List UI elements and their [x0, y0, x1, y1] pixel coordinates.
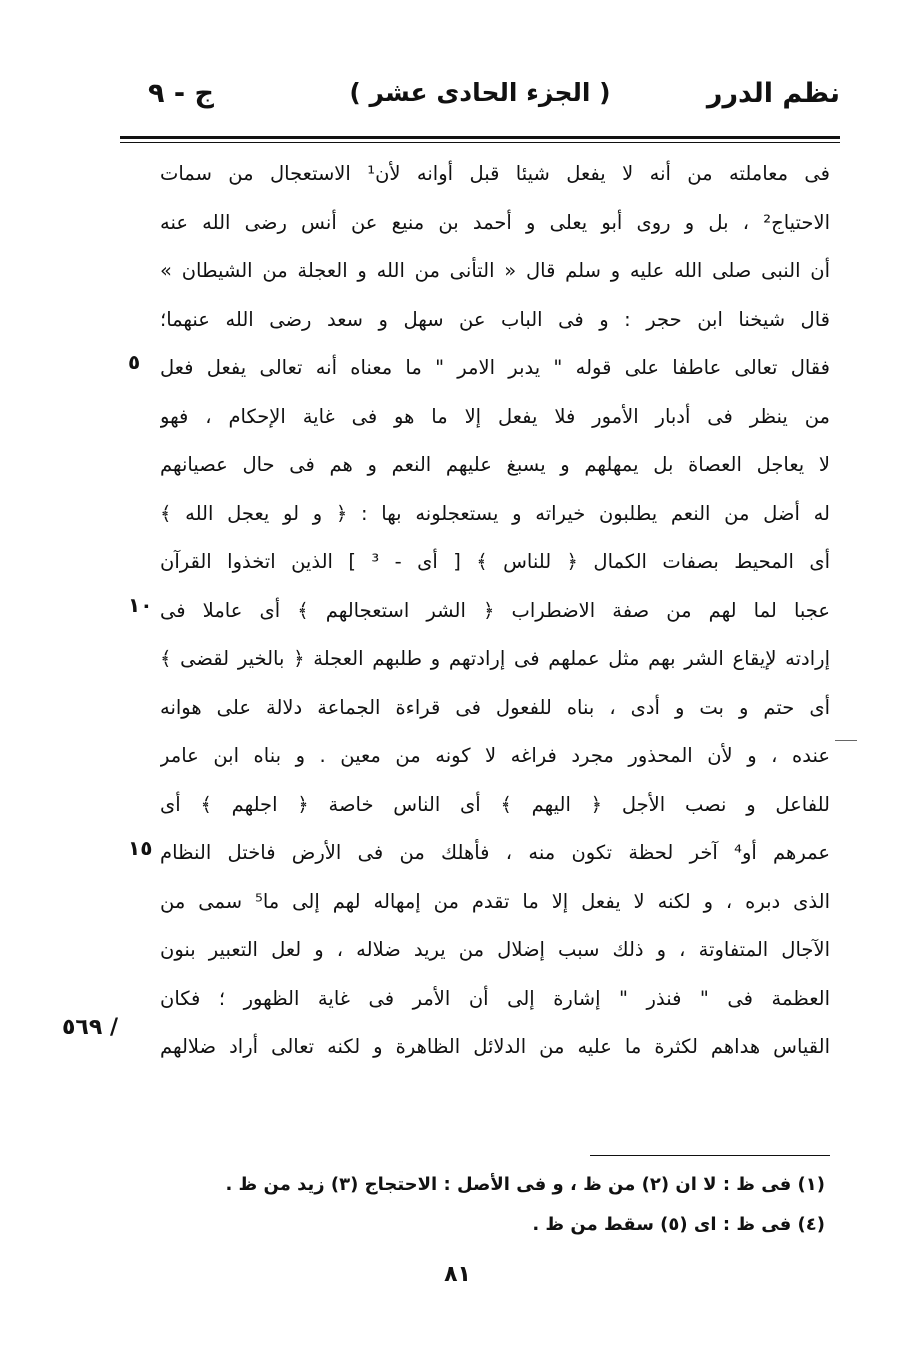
text-line: أى حتم و بت و أدى ، بناه للفعول فى قراءة الجماعة دلالة على هوانه	[160, 695, 830, 719]
footnote-line: (١) فى ظ : لا ان (٢) من ظ ، و فى الأصل : الاحتجاج (٣) زيد من ظ .	[225, 1174, 825, 1195]
line-number-15: ١٥	[128, 836, 153, 860]
text-line: عنده ، و لأن المحذور مجرد فراغه لا كونه من معين . و بناه ابن عامر	[160, 744, 830, 767]
text-line: أن النبى صلى الله عليه و سلم قال « التأنى من الله و العجلة من الشيطان »	[160, 259, 830, 282]
part-title: ( الجزء الحادى عشر )	[349, 78, 611, 107]
text-line: أى المحيط بصفات الكمال ﴿ للناس ﴾ [ أى - ³ ] الذين اتخذوا القرآن	[160, 550, 830, 573]
text-line: فى معاملته من أنه لا يفعل شيئا قبل أوانه لأن¹ الاستعجال من سمات	[160, 162, 830, 185]
manuscript-page-ref: ٥٦٩ /	[62, 1015, 118, 1040]
line-number-10: ١٠	[128, 593, 153, 617]
header-rule	[120, 136, 840, 139]
text-line: من ينظر فى أدبار الأمور فلا يفعل إلا ما هو فى غاية الإحكام ، فهو	[160, 404, 830, 428]
text-line: الاحتياج² ، بل و روى أبو يعلى و أحمد بن منيع عن أنس رضى الله عنه	[160, 210, 830, 234]
text-line: عجبا لما لهم من صفة الاضطراب ﴿ الشر استعجالهم ﴾ أى عاملا فى	[160, 598, 830, 622]
footnote-line: (٤) فى ظ : اى (٥) سقط من ظ .	[532, 1214, 825, 1235]
text-line: عمرهم أو⁴ آخر لحظة تكون منه ، فأهلك من فى الأرض فاختل النظام	[160, 841, 830, 864]
text-line: القياس هداهم لكثرة ما عليه من الدلائل الظاهرة و لكنه تعالى أراد ضلالهم	[160, 1035, 830, 1058]
text-line: الآجال المتفاوتة ، و ذلك سبب إضلال من يريد ضلاله ، و لعل التعبير بنون	[160, 938, 830, 961]
book-title: نظم الدرر	[706, 78, 840, 109]
text-line: له أضل من النعم يطلبون خيراته و يستعجلونه بها : ﴿ و لو يعجل الله ﴾	[160, 501, 830, 525]
text-line: الذى دبره ، و لكنه لا يفعل إلا ما تقدم من إمهاله لهم إلى ما⁵ سمى من	[160, 889, 830, 913]
chapter-label: ج - ٩	[148, 78, 214, 109]
page-number: ٨١	[444, 1262, 471, 1287]
text-line: للفاعل و نصب الأجل ﴿ اليهم ﴾ أى الناس خاصة ﴿ اجلهم ﴾ أى	[160, 792, 830, 816]
text-line: قال شيخنا ابن حجر : و فى الباب عن سهل و سعد رضى الله عنهما؛	[160, 307, 830, 331]
header-rule-thin	[120, 142, 840, 143]
page-header	[120, 78, 840, 128]
body-text	[160, 150, 830, 1072]
text-line: إرادته لإيقاع الشر بهم مثل عملهم فى إرادتهم و طلبهم العجلة ﴿ بالخير لقضى ﴾	[160, 647, 830, 670]
footnotes	[150, 1165, 825, 1245]
text-line: العظمة فى " فنذر " إشارة إلى أن الأمر فى غاية الظهور ؛ فكان	[160, 986, 830, 1010]
margin-tick	[835, 740, 857, 741]
footnote-rule	[590, 1155, 830, 1156]
text-line: لا يعاجل العصاة بل يمهلهم و يسبغ عليهم النعم و هم فى حال عصيانهم	[160, 453, 830, 476]
line-number-5: ٥	[128, 350, 141, 374]
text-line: فقال تعالى عاطفا على قوله " يدبر الامر " ما معناه أنه تعالى يفعل فعل	[160, 356, 830, 379]
